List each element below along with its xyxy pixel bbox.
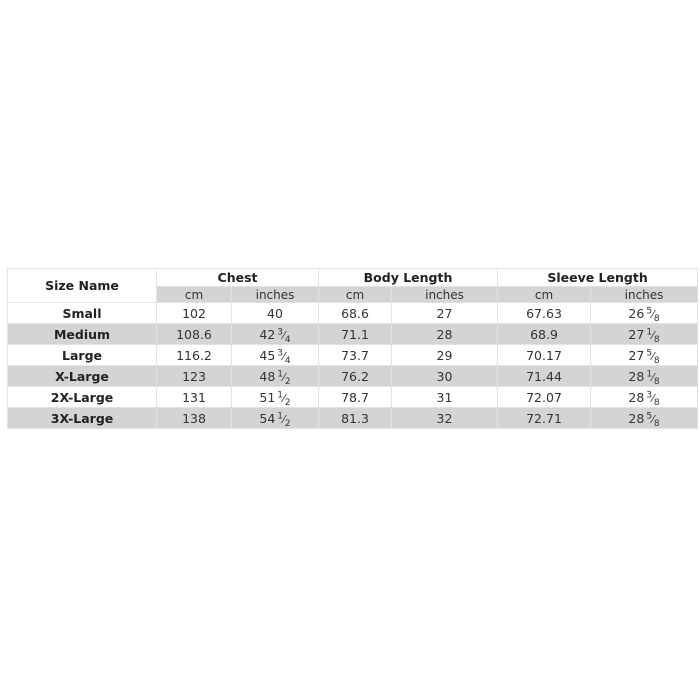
chest-inches-cell-fraction	[277, 410, 291, 429]
chest-cm-cell-value: 138	[182, 410, 206, 426]
chest-inches-cell-value: 54	[259, 410, 276, 426]
chest-cm-cell	[157, 324, 232, 345]
sleeve-cm-cell-value: 72.71	[526, 410, 562, 426]
fraction-denominator: 2	[284, 418, 291, 429]
size-name-cell	[8, 324, 157, 345]
size-name-cell-value: Medium	[53, 326, 111, 342]
body-cm-cell-value: 76.2	[341, 368, 369, 384]
fraction-slash: ⁄	[652, 412, 654, 426]
body-inches-cell	[392, 303, 498, 324]
fraction-slash: ⁄	[283, 370, 285, 384]
body-inches-cell-value: 30	[436, 368, 453, 384]
sleeve-cm-cell	[498, 303, 591, 324]
body-length-header: Body Length	[319, 269, 498, 287]
sleeve-cm-unit: cm	[498, 287, 591, 303]
fraction-slash: ⁄	[283, 349, 285, 363]
chest-header: Chest	[157, 269, 319, 287]
sleeve-inches-cell	[591, 387, 698, 408]
chest-inches-unit: inches	[232, 287, 319, 303]
sleeve-cm-cell	[498, 387, 591, 408]
body-cm-cell-value: 73.7	[341, 347, 369, 363]
fraction-denominator: 8	[653, 397, 660, 408]
sleeve-inches-cell-value: 28	[628, 410, 645, 426]
fraction-denominator: 8	[653, 418, 660, 429]
body-cm-cell	[319, 324, 392, 345]
fraction-denominator: 2	[284, 376, 291, 387]
chest-inches-cell	[232, 324, 319, 345]
chest-inches-cell	[232, 408, 319, 429]
fraction-slash: ⁄	[283, 328, 285, 342]
sleeve-cm-cell-value: 67.63	[526, 305, 562, 321]
sleeve-cm-cell	[498, 408, 591, 429]
fraction-denominator: 2	[284, 397, 291, 408]
fraction-denominator: 4	[284, 334, 291, 345]
fraction-slash: ⁄	[652, 370, 654, 384]
size-name-cell-value: 2X-Large	[50, 389, 114, 405]
sleeve-inches-cell	[591, 324, 698, 345]
body-cm-cell	[319, 303, 392, 324]
body-inches-cell	[392, 408, 498, 429]
fraction-numerator: 5	[646, 305, 653, 316]
fraction-slash: ⁄	[652, 328, 654, 342]
table-row	[8, 345, 698, 366]
fraction-denominator: 8	[653, 334, 660, 345]
size-name-cell-value: 3X-Large	[50, 410, 114, 426]
chest-cm-unit: cm	[157, 287, 232, 303]
body-inches-cell-value: 32	[436, 410, 453, 426]
body-inches-cell-value: 31	[436, 389, 453, 405]
sleeve-inches-unit: inches	[591, 287, 698, 303]
sleeve-cm-cell	[498, 324, 591, 345]
size-name-header: Size Name	[8, 269, 157, 303]
size-chart-table	[7, 268, 698, 429]
fraction-denominator: 8	[653, 355, 660, 366]
chest-inches-cell-fraction	[277, 326, 291, 345]
fraction-slash: ⁄	[652, 391, 654, 405]
sleeve-cm-cell-value: 68.9	[530, 326, 558, 342]
sleeve-inches-cell	[591, 303, 698, 324]
body-cm-cell-value: 78.7	[341, 389, 369, 405]
sleeve-cm-cell-value: 71.44	[526, 368, 562, 384]
chest-inches-cell	[232, 345, 319, 366]
chest-cm-cell-value: 108.6	[176, 326, 212, 342]
body-inches-cell-value: 28	[436, 326, 453, 342]
sleeve-inches-cell-value: 27	[628, 347, 645, 363]
table-row	[8, 387, 698, 408]
sleeve-inches-cell	[591, 366, 698, 387]
fraction-numerator: 1	[277, 368, 284, 379]
table-row	[8, 408, 698, 429]
chest-cm-cell	[157, 387, 232, 408]
chest-cm-cell-value: 102	[182, 305, 206, 321]
fraction-slash: ⁄	[652, 349, 654, 363]
sleeve-cm-cell	[498, 366, 591, 387]
size-chart	[7, 268, 697, 429]
fraction-numerator: 5	[646, 347, 653, 358]
chest-inches-cell-fraction	[277, 368, 291, 387]
sleeve-cm-cell-value: 70.17	[526, 347, 562, 363]
body-inches-cell	[392, 324, 498, 345]
sleeve-cm-cell	[498, 345, 591, 366]
body-cm-cell	[319, 366, 392, 387]
sleeve-inches-cell-value: 27	[628, 326, 645, 342]
sleeve-inches-cell-value: 28	[628, 368, 645, 384]
chest-inches-cell-value: 45	[259, 347, 276, 363]
chest-cm-cell	[157, 345, 232, 366]
sleeve-inches-cell-fraction	[646, 347, 660, 366]
body-inches-cell	[392, 366, 498, 387]
chest-cm-cell-value: 123	[182, 368, 206, 384]
fraction-slash: ⁄	[652, 307, 654, 321]
body-cm-cell	[319, 408, 392, 429]
chest-cm-cell-value: 131	[182, 389, 206, 405]
chest-cm-cell	[157, 408, 232, 429]
fraction-numerator: 3	[277, 347, 284, 358]
fraction-denominator: 8	[653, 376, 660, 387]
fraction-numerator: 1	[646, 368, 653, 379]
fraction-slash: ⁄	[283, 412, 285, 426]
sleeve-inches-cell-fraction	[646, 389, 660, 408]
chest-inches-cell-value: 48	[259, 368, 276, 384]
chest-inches-cell-fraction	[277, 389, 291, 408]
chest-inches-cell-value: 40	[267, 305, 283, 321]
chest-inches-cell-value: 51	[259, 389, 276, 405]
body-cm-cell-value: 68.6	[341, 305, 369, 321]
sleeve-inches-cell	[591, 408, 698, 429]
body-inches-cell	[392, 387, 498, 408]
sleeve-cm-cell-value: 72.07	[526, 389, 562, 405]
size-name-cell-value: X-Large	[55, 368, 109, 384]
sleeve-length-header: Sleeve Length	[498, 269, 698, 287]
sleeve-inches-cell-fraction	[646, 410, 660, 429]
body-cm-cell	[319, 345, 392, 366]
fraction-numerator: 5	[646, 410, 653, 421]
fraction-numerator: 3	[646, 389, 653, 400]
sleeve-inches-cell-value: 28	[628, 389, 645, 405]
chest-inches-cell-value: 42	[259, 326, 276, 342]
fraction-numerator: 1	[277, 410, 284, 421]
fraction-numerator: 3	[277, 326, 284, 337]
table-row	[8, 324, 698, 345]
sleeve-inches-cell-value: 26	[628, 305, 645, 321]
fraction-denominator: 4	[284, 355, 291, 366]
chest-cm-cell-value: 116.2	[176, 347, 212, 363]
size-name-cell	[8, 387, 157, 408]
body-inches-cell-value: 27	[436, 305, 453, 321]
chest-inches-cell	[232, 387, 319, 408]
body-cm-cell-value: 81.3	[341, 410, 369, 426]
body-cm-cell-value: 71.1	[341, 326, 369, 342]
chest-inches-cell	[232, 303, 319, 324]
size-name-cell	[8, 345, 157, 366]
sleeve-inches-cell	[591, 345, 698, 366]
table-row	[8, 303, 698, 324]
chest-cm-cell	[157, 303, 232, 324]
header-row-groups	[8, 269, 698, 287]
chest-cm-cell	[157, 366, 232, 387]
fraction-slash: ⁄	[283, 391, 285, 405]
fraction-numerator: 1	[646, 326, 653, 337]
sleeve-inches-cell-fraction	[646, 368, 660, 387]
chest-inches-cell	[232, 366, 319, 387]
size-name-cell-value: Small	[62, 305, 102, 321]
size-name-cell	[8, 408, 157, 429]
sleeve-inches-cell-fraction	[646, 326, 660, 345]
body-inches-cell-value: 29	[436, 347, 453, 363]
sleeve-inches-cell-fraction	[646, 305, 660, 324]
chest-inches-cell-fraction	[277, 347, 291, 366]
size-name-cell	[8, 303, 157, 324]
body-cm-unit: cm	[319, 287, 392, 303]
table-row	[8, 366, 698, 387]
size-name-cell-value: Large	[62, 347, 102, 363]
body-inches-cell	[392, 345, 498, 366]
body-inches-unit: inches	[392, 287, 498, 303]
fraction-denominator: 8	[653, 313, 660, 324]
size-name-cell	[8, 366, 157, 387]
body-cm-cell	[319, 387, 392, 408]
size-rows	[8, 303, 698, 429]
fraction-numerator: 1	[277, 389, 284, 400]
